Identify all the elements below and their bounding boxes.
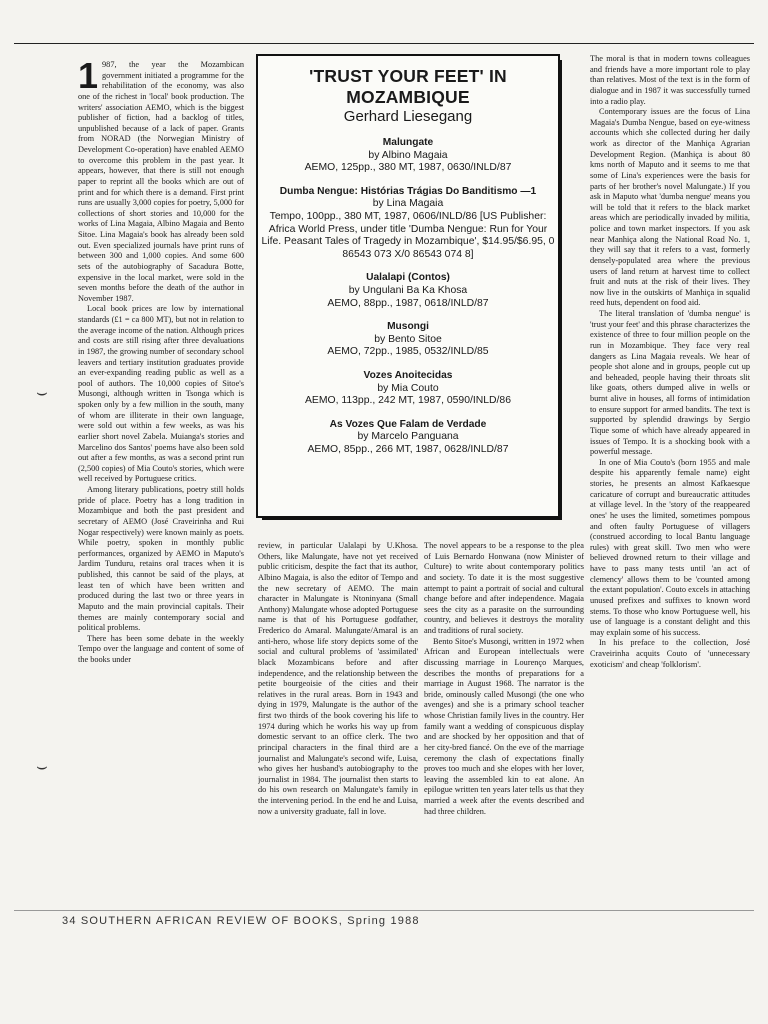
column-4: [590, 54, 750, 906]
paragraph: The moral is that in modern towns colleagues and friends have a more important role to play than relatives. Most of the text is in the form of dialogue and in 1987 it was successfully turned into a radio play.: [590, 54, 750, 106]
book-author: by Ungulani Ba Ka Khosa: [348, 284, 468, 296]
book-entry: [258, 272, 558, 310]
paragraph: review, in particular Ualalapi by U.Khosa. Others, like Malungate, have not yet received public criticism, despite the fact that its author, Albino Magaia, is also the editor of Tempo and the new secretary of AEMO. The main character in Malungate is Ntoninyana (Small Anthony) Malungate whose adopted Portuguese name is that of his Portuguese godfather, Frederico do Amaral. Malungate/Amaral is an anti-hero, whose life story depicts some of the social and cultural problems of 'assimilated' black Mozambicans before and after independence, and the relationship between the petite bourgeoisie of the cities and their relatives in the rural areas. Born in 1943 and dying in 1979, Malungate is the author of the first two thirds of the book covering his life to 1974 during which he works his way up from domestic servant to an office clerk. The two principal characters in the final third are a journalist and Malungate's second wife, Luisa, who gives her husband's autobiography to the journalist in 1984. The journalist then starts to do his own research on Malungate's family in the intervening period. In the end he and Luisa, now a university graduate, fall in love.: [258, 541, 418, 816]
bottom-rule: [14, 910, 754, 911]
book-author: by Bento Sitoe: [374, 333, 442, 345]
book-publication-details: AEMO, 72pp., 1985, 0532/INLD/85: [327, 346, 489, 358]
book-title: Musongi: [387, 321, 429, 333]
book-entry: [258, 370, 558, 408]
paragraph: 1 987, the year the Mozambican government initiated a programme for the rehabilitation of the economy, was also one of the richest in 'local' book production. The writers' association AEMO, which is the biggest publisher of fiction, had a backlog of titles, unpublished because of a lack of paper. Grants from NORAD (the Norwegian Ministry of Development Co-operation) have enabled AEMO to overcome this problem in the past year. It appears, however, that there is still not enough paper to reprint all the books which are out of print and for which there is a demand. First print runs are usually 3,000 copies for poetry, 5,000 for collections of short stories and 10,000 for the works of Lina Magaia, Albino Magaia and Bento Sitoe. Lina Magaia's book has already been sold out. Even specialized journals have print runs of between 300 and 1,000 copies. And some 600 sets of the autobiography of Sacadura Botte, expensive in the local market, were sold in the seven months before the death of the author in November 1987.: [78, 60, 244, 303]
book-publication-details: Tempo, 100pp., 380 MT, 1987, 0606/INLD/86 [US Publisher: Africa World Press, under title 'Dumba Nengue: Run for Your Life. Peasant Tales of Tragedy in Mozambique', $14.95/$6.95, 0 86543 073 X/0 86543 074 8]: [261, 210, 555, 260]
book-list: [258, 137, 558, 456]
paragraph: Contemporary issues are the focus of Lina Magaia's Dumba Nengue, based on eye-witness accounts which she collected during her daily work as director of the Manhiça Agrarian Development Region. (Manhiça is about 80 kms north of Maputo and it seems to me that some of Lina's experiences were the basis for parts of her brother's novel Malungate.) If you ask in Maputo what 'dumba nengue' means you will be told that it refers to the black market areas which are periodically invaded by militia, police and town market inspectors. If you ask near Manhiça along the National Road No. 1, they will say that it refers to a vast, formerly densely-populated area where the previous users of land return at harvest time to collect fruit and nuts at the risk of their lives. They now live in the outskirts of Manhiça in squalid reed huts, dependent on food aid.: [590, 107, 750, 308]
book-author: by Lina Magaia: [372, 198, 444, 210]
paragraph: Among literary publications, poetry still holds pride of place. Poetry has a long tradition in Mozambique and both the past president and secretary of AEMO (José Craveirinha and Rui Nogar respectively) were known mainly as poets. While poetry, spoken in monthly public performances, organized by AEMO in Maputo's Jardim Tunduru, retains oral traces when it is published, this cannot be said of the plays, at least ten of which have been written and produced during the last two or three years in Maputo and the main provincial capitals. Their themes are mainly contemporary social and political problems.: [78, 485, 244, 633]
margin-check-mark: ⌣: [36, 382, 48, 402]
paragraph: The novel appears to be a response to the plea of Luis Bernardo Honwana (now Minister of Culture) to write about contemporary politics and society. To date it is the most suggestive attempt to paint a portrait of social and cultural change before and after independence. Magaia sees the city as a parasite on the surrounding country, and believes it destroys the morality and traditions of rural society.: [424, 541, 584, 635]
book-title: Dumba Nengue: Histórias Trágias Do Banditismo —1: [279, 185, 537, 197]
paragraph: Bento Sitoe's Musongi, written in 1972 when African and European intellectuals were discussing marriage in Lourenço Marques, describes the months of preparations for a marriage in August 1968. The narrator is the bride, ominously called Musongi (the one who avenges) and she is a primary school teacher whose Christian family lives in the country. Her family want a wedding of conspicuous display and are shocked by her opposition and that of her city-bred fiancé. On the eve of the marriage ceremony the clash of expectations finally proves too much and she elopes with her lover, leaving the assembled kin to eat alone. An epilogue written ten years later tells us that they married a week after the events described and had three children.: [424, 636, 584, 816]
column-1: [78, 60, 244, 906]
article-author: Gerhard Liesegang: [343, 108, 473, 125]
column-3: [424, 541, 584, 906]
book-title: Vozes Anoitecidas: [363, 369, 453, 381]
book-title: Malungate: [382, 137, 434, 148]
article-title: 'TRUST YOUR FEET' IN MOZAMBIQUE: [309, 66, 507, 107]
margin-check-mark: ⌣: [36, 756, 48, 776]
paragraph: There has been some debate in the weekly Tempo over the language and content of some of the books under: [78, 633, 244, 664]
book-author: by Albino Magaia: [368, 149, 448, 161]
book-author: by Mia Couto: [377, 382, 439, 394]
book-title: Ualalapi (Contos): [366, 272, 450, 284]
paragraph: In one of Mia Couto's (born 1955 and male despite his apparently female name) eight stories, he presents an almost Kafkaesque caricature of corrupt and bureaucratic attitudes at village level. In the 'story of the reappeared ones' he uses the limited, sometimes pompous and often faulty Portuguese of villagers (construed according to local Bantu language rules) with great skill. Two men who were believed drowned return to their village and have to pass many tests until 'an act of clemency' allows them to be 'counted among the extant population'. Couto excels in attaching unused prefixes and suffixes to known word stems. To those who know Portuguese well, his use of language is a constant delight and this may explain some of his success.: [590, 457, 750, 637]
drop-cap: 1: [78, 60, 99, 96]
paragraph: Local book prices are low by international standards (£1 = ca 800 MT), but not in relation to the average income of the nation. Although prices and costs are still rising after three devaluations in 1987, the growing number of secondary school leavers and tertiary institution graduates provide an ever-expanding reading public as well as a pool of authors. The 10,000 copies of Sitoe's Musongi, although written in Tsonga which is spoken only by a few million in the south, many of whom are illiterate in their own language, were sold out within a few weeks, as was his earlier short novel Zabela. Muianga's stories and Marcelino dos Santos' poems have also been sold out after a few months, as was a second print run (2,500 copies) of Mia Couto's stories, which were well received by Portuguese critics.: [78, 304, 244, 484]
book-entry: [258, 419, 558, 457]
book-title: As Vozes Que Falam de Verdade: [329, 418, 487, 430]
top-rule: [14, 43, 754, 44]
book-publication-details: AEMO, 113pp., 242 MT, 1987, 0590/INLD/86: [304, 395, 511, 407]
page-footer: 34 SOUTHERN AFRICAN REVIEW OF BOOKS, Spring 1988: [62, 915, 420, 927]
book-entry: [258, 321, 558, 359]
title-box: [256, 54, 560, 518]
paragraph: In his preface to the collection, José Craveirinha acquits Couto of 'unnecessary exoticism' and cheap 'folklorism'.: [590, 638, 750, 669]
book-entry: [258, 137, 558, 175]
column-2: [258, 541, 418, 906]
book-publication-details: AEMO, 125pp., 380 MT, 1987, 0630/INLD/87: [304, 162, 512, 174]
book-publication-details: AEMO, 85pp., 266 MT, 1987, 0628/INLD/87: [307, 443, 509, 455]
book-entry: [258, 186, 558, 262]
book-publication-details: AEMO, 88pp., 1987, 0618/INLD/87: [327, 297, 489, 309]
book-author: by Marcelo Panguana: [357, 431, 459, 443]
paragraph: The literal translation of 'dumba nengue' is 'trust your feet' and this phrase characterizes the existence of three to four million people on the run in Mozambique. They face very real dangers as Lina Magaia reveals. We hear of people shot alone and in groups, people cut up and beheaded, people having their throats slit like goats, others dumped alive in wells or burnt alive in houses, all forms of intimidation to ensure support for armed bandits. The text is supported by splendid drawings by Sergio Tique some of which have already appeared in issues of Tempo. It is a shocking book with a powerful message.: [590, 309, 750, 457]
